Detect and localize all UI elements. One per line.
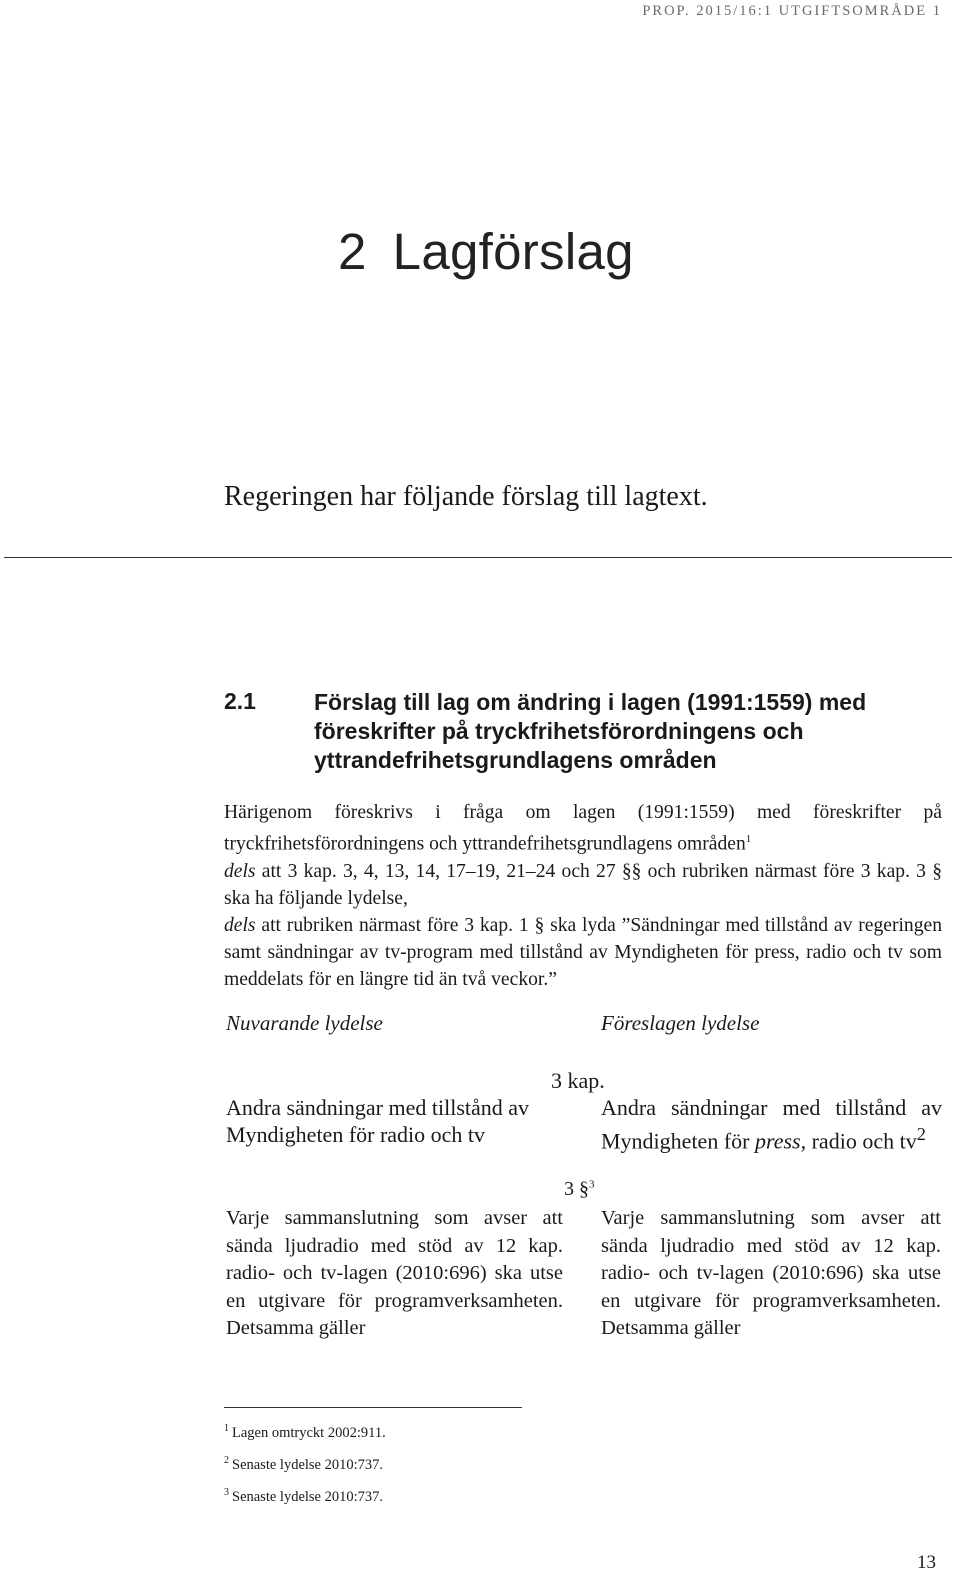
footnote-ref: 1 (745, 833, 752, 845)
footnote-rule (224, 1407, 522, 1408)
footnote-text: Senaste lydelse 2010:737. (232, 1488, 384, 1505)
current-wording-text: Varje sammanslutning som avser att sända ljudradio med stöd av 12 kap. radio- och tv-lagen (2010:696) ska utse en utgivare för programverksamheten. Detsamma gäller (226, 1207, 563, 1339)
footnote-ref: 2 (916, 1124, 926, 1144)
section-title: Förslag till lag om ändring i lagen (1991:1559) med föreskrifter på tryckfrihetsförordningens och yttrandefrihetsgrundlagens områden (314, 689, 867, 773)
chapter-number: 2 (338, 223, 367, 280)
dels-paragraph (224, 858, 942, 912)
dels-text: att 3 kap. 3, 4, 13, 14, 17–19, 21–24 och 27 §§ och rubriken närmast före 3 kap. 3 § ska ha följande lydelse, (224, 860, 942, 909)
footnote-text: Senaste lydelse 2010:737. (232, 1456, 384, 1473)
footnote-number: 3 (224, 1486, 229, 1498)
footnote (224, 1447, 386, 1479)
footnote-number: 2 (224, 1454, 229, 1466)
paragraph-reference (564, 1178, 595, 1201)
dels-text: att rubriken närmast före 3 kap. 1 § ska lyda ”Sändningar med tillstånd av regeringen samt sändningar av tv-program med tillstånd av Myndigheten för press, radio och tv som meddelats för en längre tid än två veckor.” (224, 914, 942, 990)
current-heading: Andra sändningar med tillstånd av Myndigheten för radio och tv (226, 1095, 530, 1147)
dels-paragraph (224, 912, 942, 993)
page-number: 13 (917, 1552, 936, 1573)
law-preamble (224, 799, 942, 993)
footnote (224, 1479, 386, 1511)
dels-label: dels (224, 860, 256, 882)
footnotes (224, 1415, 386, 1510)
divider-rule (4, 557, 952, 558)
preamble-paragraph (224, 799, 942, 858)
proposed-heading-text: radio och tv (806, 1128, 917, 1154)
dels-label: dels (224, 914, 256, 936)
proposed-heading-emphasis: press, (754, 1128, 807, 1154)
footnote (224, 1415, 386, 1447)
current-wording-header: Nuvarande lydelse (226, 1011, 383, 1035)
proposed-wording-header: Föreslagen lydelse (601, 1011, 760, 1035)
chapter-reference: 3 kap. (551, 1068, 605, 1093)
footnote-ref: 3 (589, 1178, 595, 1191)
footnote-text: Lagen omtryckt 2002:911. (232, 1424, 386, 1441)
chapter-title (338, 222, 634, 281)
paragraph-label: 3 § (564, 1178, 589, 1200)
footnote-number: 1 (224, 1423, 229, 1434)
intro-text: Regeringen har följande förslag till lagtext. (224, 481, 708, 512)
chapter-title-text: Lagförslag (392, 223, 634, 280)
section-number: 2.1 (224, 688, 256, 714)
proposed-wording-text: Varje sammanslutning som avser att sända ljudradio med stöd av 12 kap. radio- och tv-lagen (2010:696) ska utse en utgivare för programverksamheten. Detsamma gäller (601, 1207, 941, 1339)
preamble-text: Härigenom föreskrivs i fråga om lagen (1991:1559) med föreskrifter på tryckfrihetsförordningens och yttrandefrihetsgrundlagens områden (224, 802, 942, 855)
proposed-heading (601, 1094, 942, 1154)
running-header: PROP. 2015/16:1 UTGIFTSOMRÅDE 1 (642, 3, 942, 19)
proposed-heading-text: Andra sändningar med tillstånd av Myndigheten för (601, 1095, 942, 1154)
